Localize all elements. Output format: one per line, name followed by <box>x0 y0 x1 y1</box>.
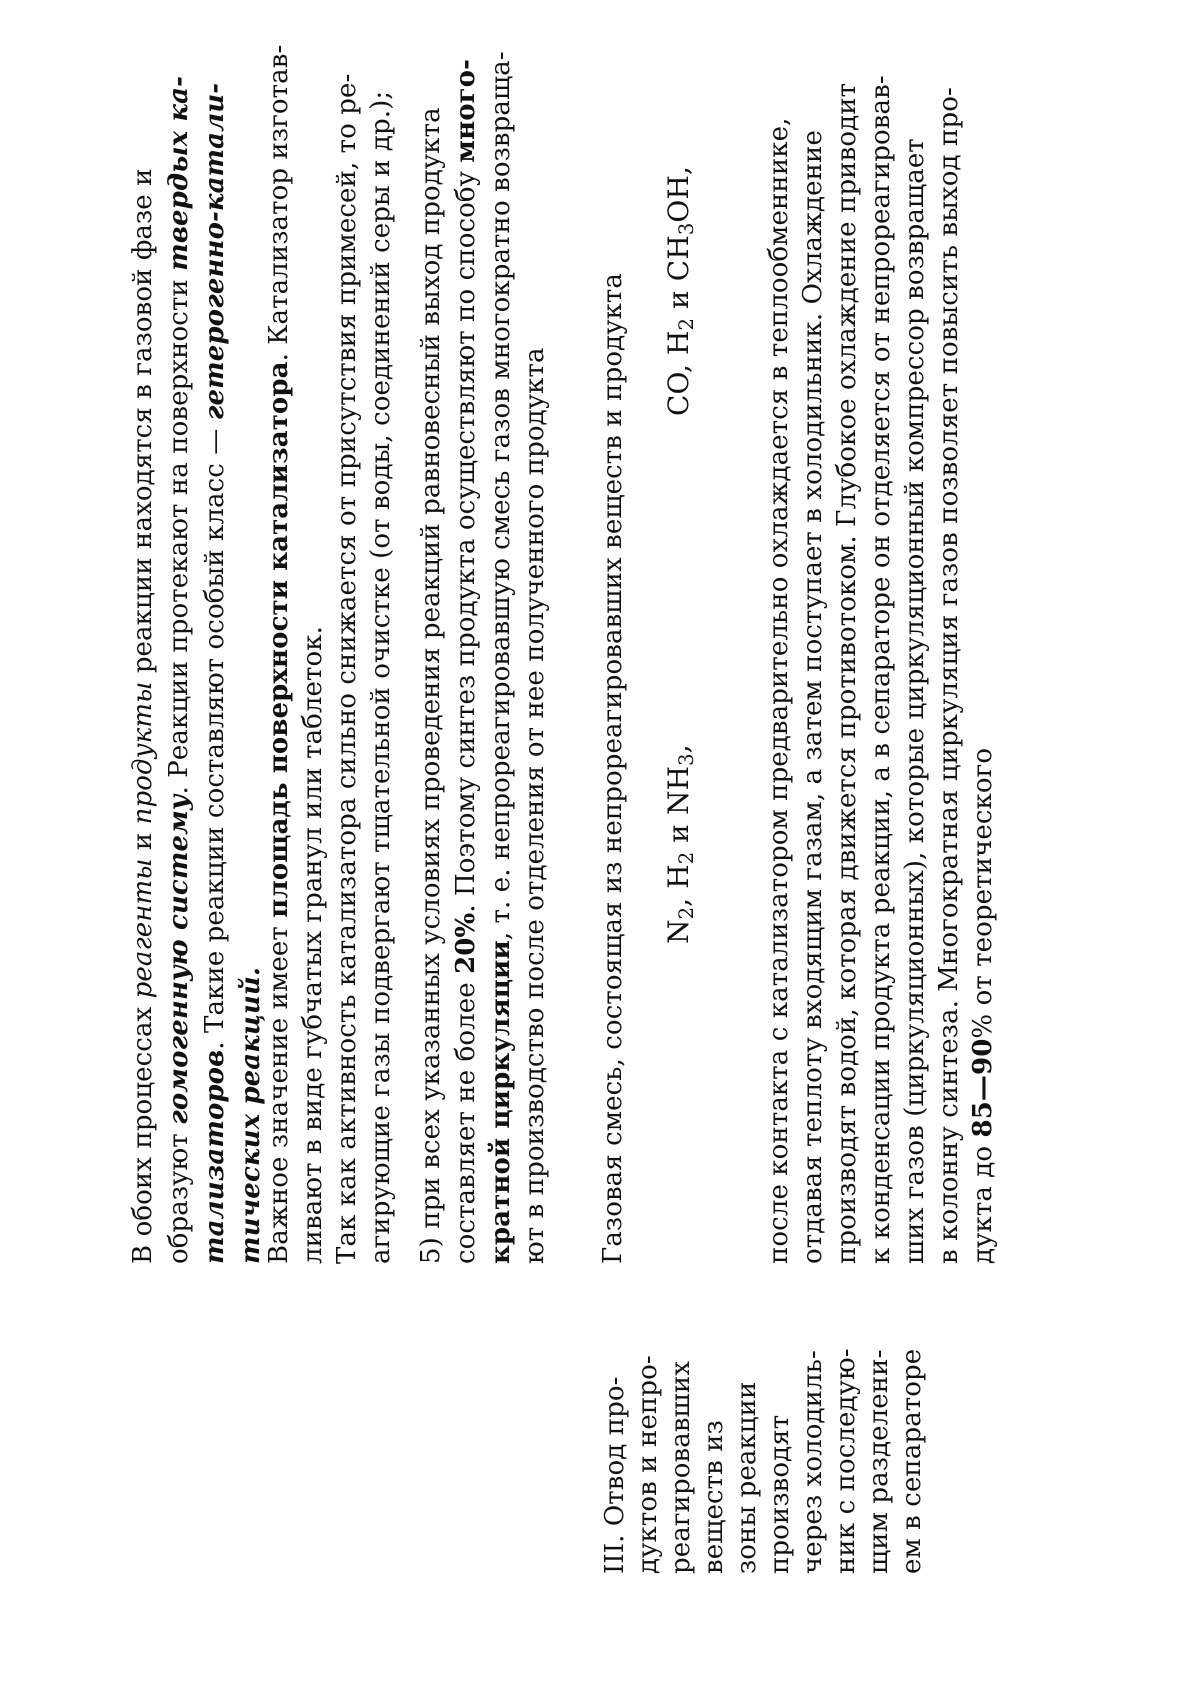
p4-line-3: кратной циркуляции, т. е. непрореагировавшую смесь газов многократно возвраща- <box>486 51 516 1264</box>
formula-methanol: CO, $H_2$ и $CH_3OH$, <box>662 165 698 416</box>
p6-line-5: ших газов (циркуляционных), которые циркуляционный компрессор возвращает <box>900 138 930 1264</box>
left-line-5: зоны реакции <box>732 1381 762 1574</box>
p2-line-1: Важное значение имеет площадь поверхности катализатора. Катализатор изготав- <box>264 44 294 1264</box>
p6-line-3: производят водой, которая движется противотоком. Глубокое охлаждение приводит <box>832 82 862 1264</box>
p6-line-2: отдавая теплоту входящим газам, а затем поступает в холодильник. Охлаждение <box>798 130 828 1264</box>
p1-line-2: образуют гомогенную систему. Реакции протекают на поверхности твердых ка- <box>164 76 194 1264</box>
left-line-9: щим разделени- <box>864 1349 894 1574</box>
p2-line-2: ливают в виде губчатых гранул или таблеток. <box>298 626 328 1264</box>
left-line-2: дуктов и непро- <box>633 1355 663 1574</box>
p4-line-1: 5) при всех указанных условиях проведения реакций равновесный выход продукта <box>416 107 446 1264</box>
formula-ammonia: $N_2$, $H_2$ и $NH_3$, <box>662 744 698 944</box>
p6-line-6: в колонну синтеза. Многократная циркуляция газов позволяет повысить выход про- <box>934 87 964 1264</box>
left-line-10: ем в сепараторе <box>897 1348 927 1574</box>
p6-line-4: к конденсации продукта реакции, а в сепараторе он отделяется от непрореагировав- <box>866 75 896 1264</box>
p6-line-1: после контакта с катализатором предварительно охлаждается в теплообменнике, <box>764 117 794 1264</box>
p6-line-7: дукта до 85—90% от теоретического <box>968 747 998 1264</box>
p1-line-1: В обоих процессах реагенты и продукты реакции находятся в газовой фазе и <box>128 168 158 1264</box>
left-line-4: веществ из <box>699 1420 729 1574</box>
left-line-1: III. Отвод про- <box>600 1376 630 1574</box>
p3-line-1: Так как активность катализатора сильно снижается от присутствия примесей, то ре- <box>332 73 362 1264</box>
left-line-7: через холодиль- <box>798 1350 828 1574</box>
p4-line-4: ют в производство после отделения от нее полученного продукта <box>520 347 550 1264</box>
p1-line-4: тических реакций. <box>236 966 266 1264</box>
left-line-6: производят <box>765 1414 795 1574</box>
p5-line-1: Газовая смесь, состоящая из непрореагировавших веществ и продукта <box>598 272 628 1264</box>
p3-line-2: агирующие газы подвергают тщательной очистке (от воды, соединений серы и др.); <box>366 90 396 1264</box>
left-line-8: ник с последую- <box>831 1348 861 1574</box>
p1-line-3: тализаторов. Такие реакции составляют особый класс — гетерогенно-катали- <box>200 82 230 1264</box>
left-line-3: реагировавших <box>666 1360 696 1574</box>
p4-line-2: составляет не более 20%. Поэтому синтез продукта осуществляют по способу много- <box>451 58 481 1264</box>
